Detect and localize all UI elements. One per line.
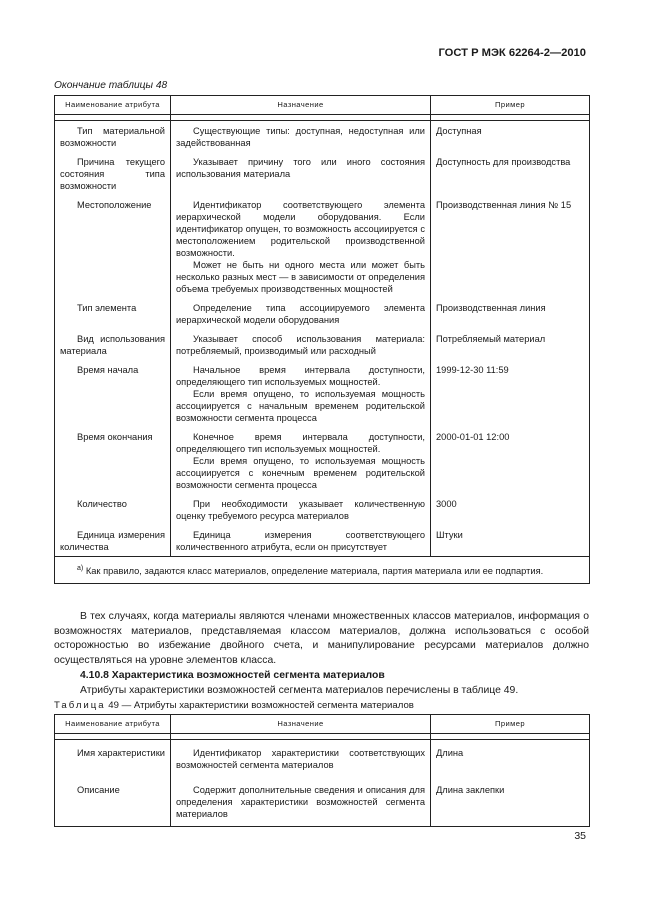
paragraph: Атрибуты характеристики возможностей сегмента материалов перечислены в таблице 49. [80, 684, 519, 696]
table-row [55, 360, 590, 427]
table48-header-name: Наименование атрибута [55, 96, 171, 115]
table48-header-purpose: Назначение [171, 96, 431, 115]
page-number: 35 [574, 830, 586, 842]
attribute-name: Местоположение [55, 195, 171, 298]
attribute-example: Потребляемый материал [431, 329, 590, 360]
table49-header-name: Наименование атрибута [55, 715, 171, 734]
attribute-purpose [171, 360, 431, 427]
attribute-name: Вид использования материала [55, 329, 171, 360]
attribute-purpose: При необходимости указывает количественную оценку требуемого ресурса материалов [171, 494, 431, 525]
purpose-line: Идентификатор соответствующего элемента иерархической модели оборудования. Если идентификатор опущен, то возможность ассоциируется с местоположением родительской производственной возможности. [176, 200, 425, 258]
purpose-line: Может не быть ни одного места или может быть несколько разных мест — в зависимости от определения объема требуемых производственных мощностей [176, 260, 425, 294]
table48-footnote [55, 557, 590, 584]
attribute-name: Тип элемента [55, 298, 171, 329]
table49-caption-text: 49 — Атрибуты характеристики возможностей сегмента материалов [108, 700, 414, 711]
attribute-purpose: Указывает способ использования материала: потребляемый, производимый или расходный [171, 329, 431, 360]
table-footnote-row [55, 557, 590, 584]
attribute-example: 3000 [431, 494, 590, 525]
table-row [55, 740, 590, 775]
table-row [55, 298, 590, 329]
table-row [55, 121, 590, 153]
attribute-name: Имя характеристики [55, 740, 171, 775]
table49-header-example: Пример [431, 715, 590, 734]
table49-caption-word: Таблица [54, 700, 106, 711]
attribute-purpose: Единица измерения соответствующего количественного атрибута, если он присутствует [171, 525, 431, 557]
table49 [54, 714, 590, 827]
attribute-name: Единица измерения количества [55, 525, 171, 557]
section-heading: 4.10.8 Характеристика возможностей сегмента материалов [80, 669, 385, 681]
attribute-example: Длина заклепки [431, 774, 590, 827]
table48-caption: Окончание таблицы 48 [54, 80, 168, 91]
attribute-name: Время окончания [55, 427, 171, 494]
attribute-example: Доступная [431, 121, 590, 153]
paragraph: В тех случаях, когда материалы являются членами множественных классов материалов, информация о возможностях материалов, представляемая классом материалов, должна использоваться с особой осторожностью во избежание двойного счета, и манипулирование ресурсами материалов должно осуществляться на уровне элементов класса. [54, 611, 589, 667]
attribute-name: Описание [55, 774, 171, 827]
purpose-line: Начальное время интервала доступности, определяющего тип используемых мощностей. [176, 365, 425, 387]
attribute-purpose: Существующие типы: доступная, недоступная или задействованная [171, 121, 431, 153]
purpose-line: Конечное время интервала доступности, определяющего тип используемых мощностей. [176, 432, 425, 454]
attribute-example: Штуки [431, 525, 590, 557]
table48-header-example: Пример [431, 96, 590, 115]
purpose-line: Если время опущено, то используемая мощность ассоциируется с начальным временем родительской возможности сегмента процесса [176, 389, 425, 423]
attribute-name: Тип материальной возможности [55, 121, 171, 153]
attribute-purpose: Указывает причину того или иного состояния использования материала [171, 152, 431, 195]
table49-header-purpose: Назначение [171, 715, 431, 734]
table-row [55, 152, 590, 195]
attribute-purpose: Идентификатор характеристики соответствующих возможностей сегмента материалов [171, 740, 431, 775]
table49-caption [54, 700, 414, 711]
table-row [55, 427, 590, 494]
table-row [55, 494, 590, 525]
attribute-purpose: Определение типа ассоциируемого элемента иерархической модели оборудования [171, 298, 431, 329]
attribute-purpose: Содержит дополнительные сведения и описания для определения характеристики возможностей сегмента материалов [171, 774, 431, 827]
attribute-purpose [171, 195, 431, 298]
attribute-purpose [171, 427, 431, 494]
purpose-line: Если время опущено, то используемая мощность ассоциируется с конечным временем родительской возможности сегмента процесса [176, 456, 425, 490]
table-row [55, 329, 590, 360]
footnote-text: Как правило, задаются класс материалов, определение материала, партия материала или ее подпартия. [85, 566, 544, 577]
attribute-name: Время начала [55, 360, 171, 427]
table-row [55, 774, 590, 827]
attribute-example: Производственная линия [431, 298, 590, 329]
attribute-example: Длина [431, 740, 590, 775]
attribute-example: Производственная линия № 15 [431, 195, 590, 298]
table-row [55, 195, 590, 298]
body-text [54, 610, 589, 698]
table48 [54, 95, 590, 584]
attribute-name: Количество [55, 494, 171, 525]
attribute-example: 1999-12-30 11:59 [431, 360, 590, 427]
table-row [55, 525, 590, 557]
attribute-example: 2000-01-01 12:00 [431, 427, 590, 494]
document-header: ГОСТ Р МЭК 62264-2—2010 [438, 47, 586, 59]
attribute-name: Причина текущего состояния типа возможности [55, 152, 171, 195]
attribute-example: Доступность для производства [431, 152, 590, 195]
footnote-mark: а) [77, 565, 84, 572]
